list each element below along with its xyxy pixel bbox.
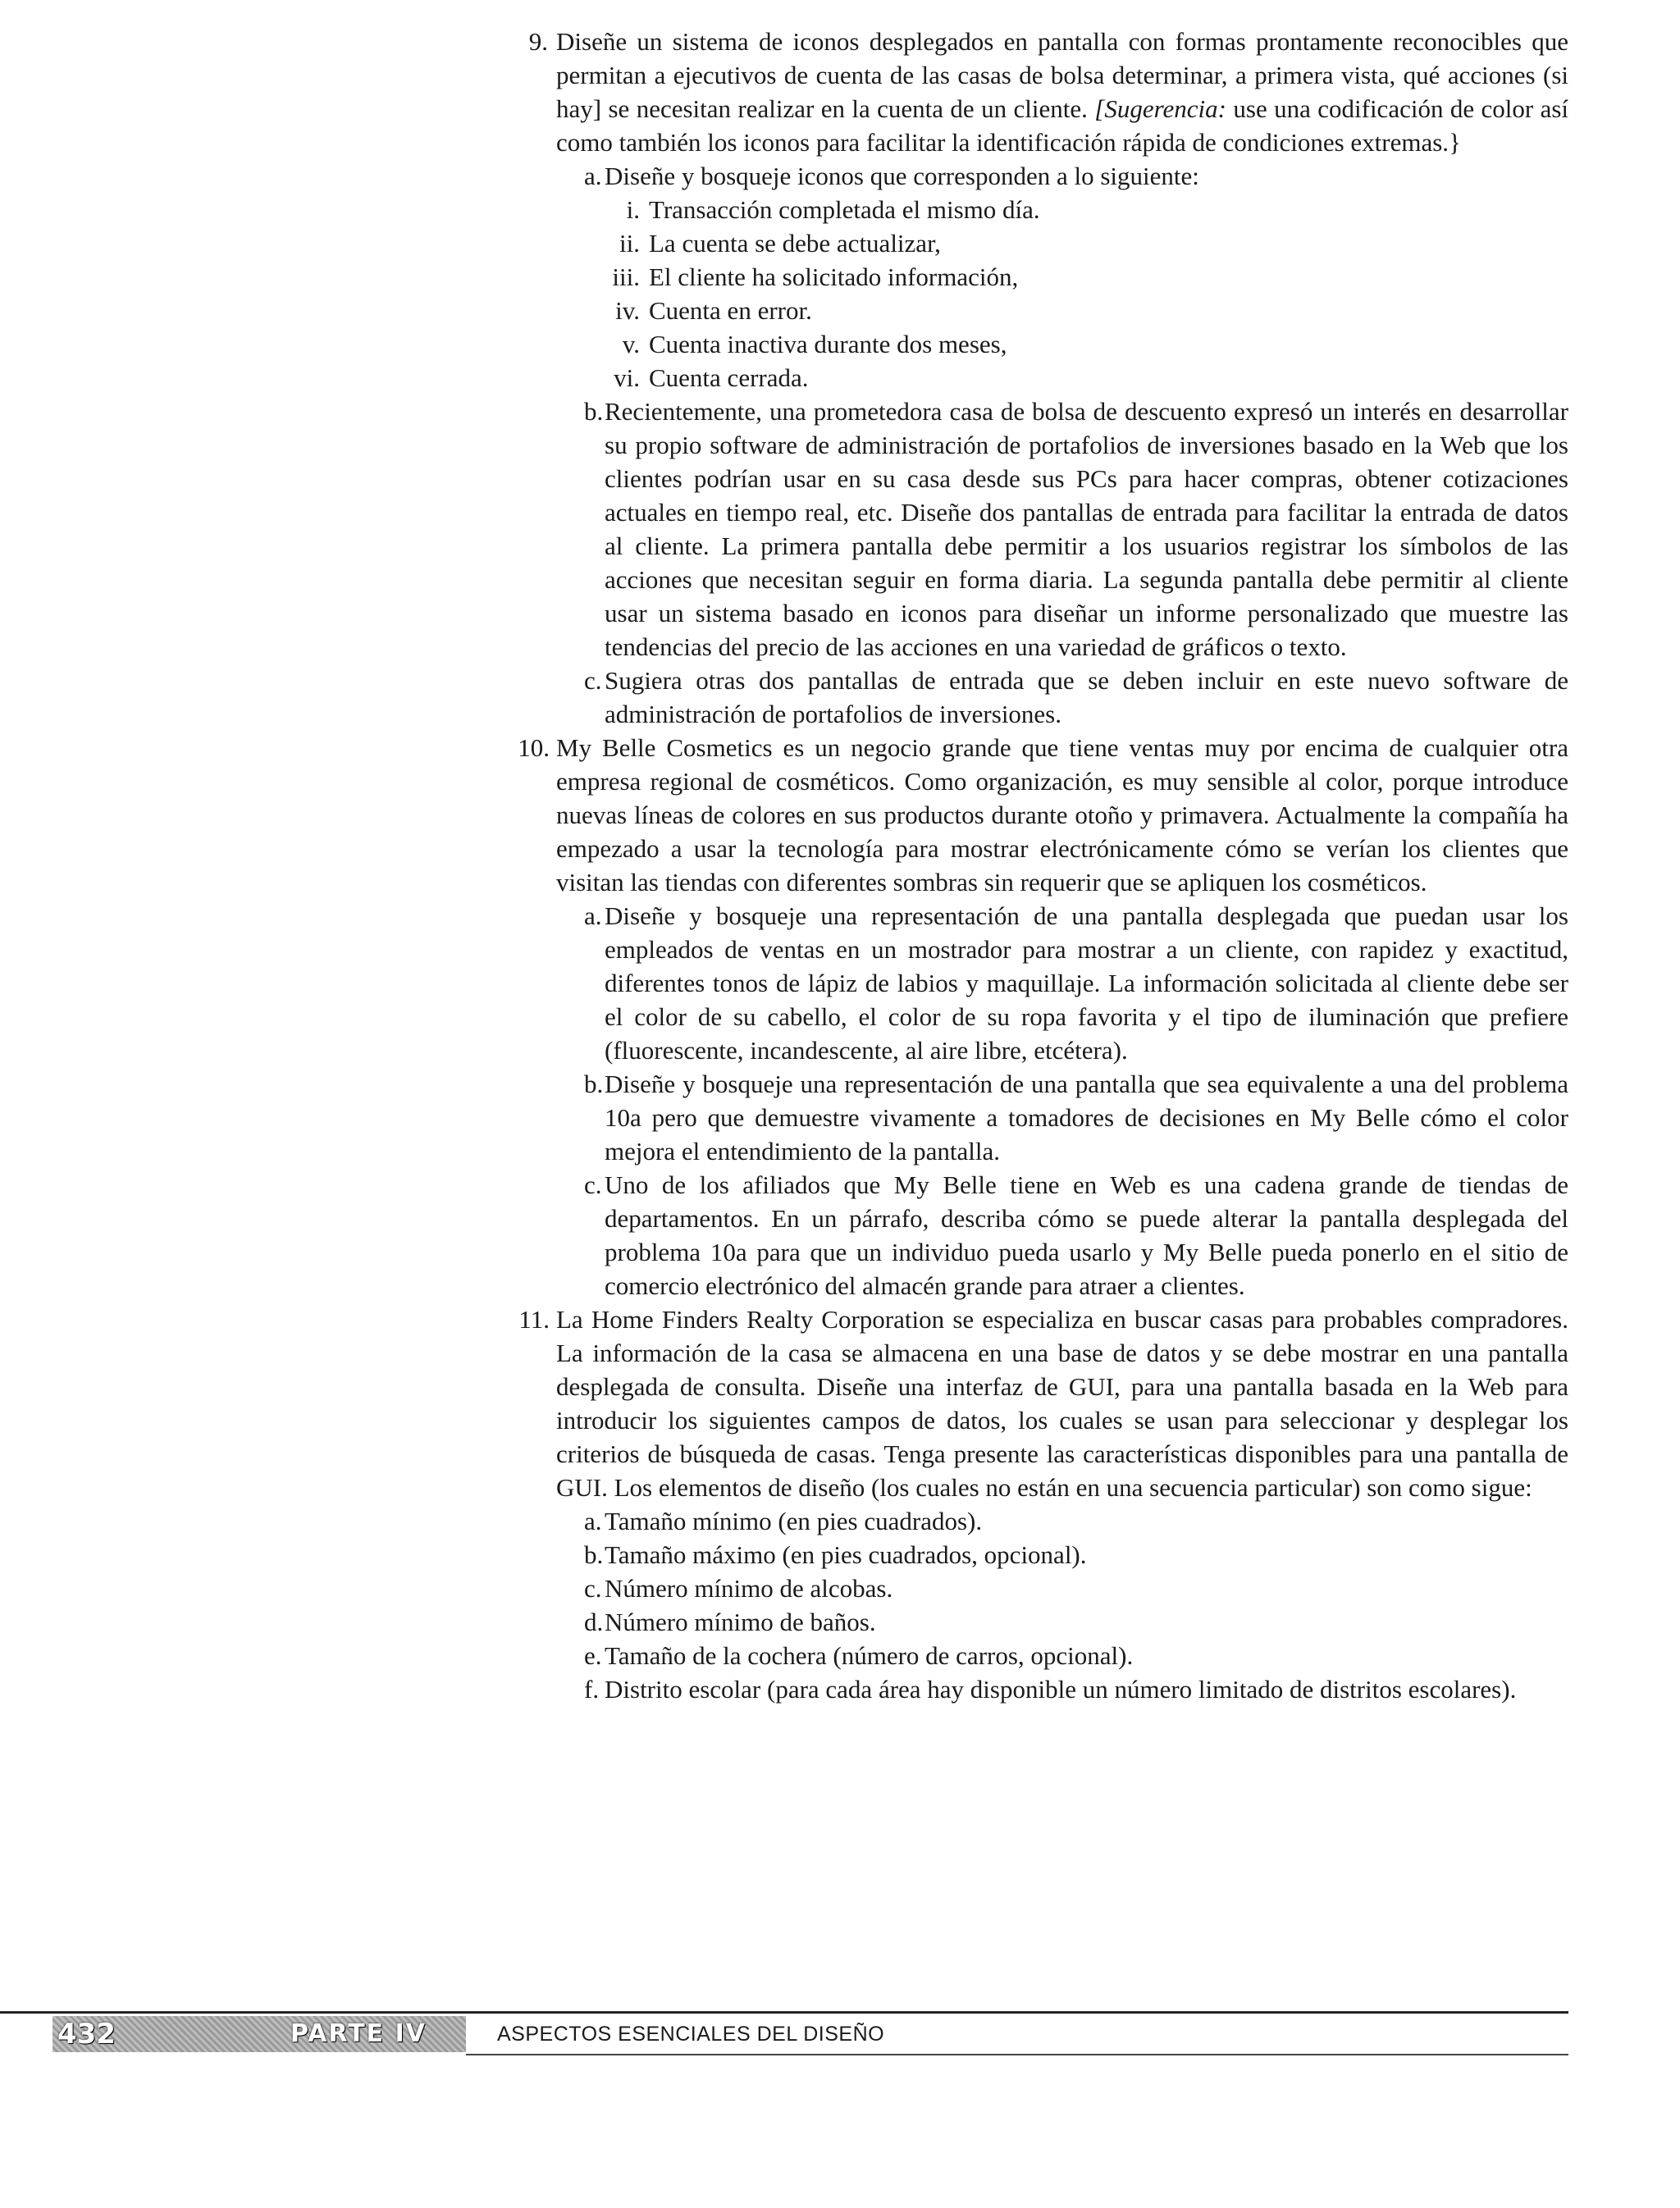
subitem-text: Tamaño mínimo (en pies cuadrados). [605, 1507, 983, 1535]
hint-label: [Sugerencia: [1094, 94, 1226, 123]
subitem-label: e. [584, 1641, 602, 1670]
roman-item [556, 260, 1568, 294]
roman-item [556, 193, 1568, 226]
subitem-11f [556, 1672, 1568, 1706]
roman-item [556, 294, 1568, 327]
subitem-text: Distrito escolar (para cada área hay disponible un número limitado de distritos escolares). [605, 1675, 1517, 1704]
roman-text: Transacción completada el mismo día. [649, 195, 1040, 224]
footer-underline [466, 2054, 1568, 2055]
subitem-text: Tamaño de la cochera (número de carros, opcional). [605, 1641, 1134, 1670]
subitem-label: b. [584, 1070, 604, 1098]
page-body [518, 25, 1568, 1706]
roman-label: iii. [612, 262, 640, 291]
problem-11 [518, 1302, 1568, 1706]
subitem-label: c. [584, 1170, 602, 1199]
problem-9 [518, 25, 1568, 731]
roman-item [556, 226, 1568, 260]
roman-label: ii. [619, 229, 640, 258]
subitem-11d [556, 1605, 1568, 1639]
subitem-label: d. [584, 1608, 604, 1636]
subitem-text: Número mínimo de baños. [605, 1608, 876, 1636]
subitem-11c [556, 1572, 1568, 1605]
subitem-label: f. [584, 1675, 600, 1704]
problem-text [556, 25, 1568, 159]
subitem-text: Número mínimo de alcobas. [605, 1574, 893, 1603]
roman-text: Cuenta inactiva durante dos meses, [649, 330, 1007, 358]
subitem-11a [556, 1504, 1568, 1538]
subitem-label: a. [584, 1507, 602, 1535]
subitem-text: Recientemente, una prometedora casa de bolsa de descuento expresó un interés en desarrollar su propio software de administración de portafolios de inversiones basado en la Web que los clientes podrían usar en su casa desde sus PCs para hacer compras, obtener cotizaciones actuales en tiempo real, etc. Diseñe dos pantallas de entrada para facilitar la entrada de datos al cliente. La primera pantalla debe permitir a los usuarios registrar los símbolos de las acciones que necesitan seguir en forma diaria. La segunda pantalla debe permitir al cliente usar un sistema basado en iconos para diseñar un informe personalizado que muestre las tendencias del precio de las acciones en una variedad de gráficos o texto. [605, 397, 1568, 661]
roman-text: Cuenta en error. [649, 296, 812, 325]
roman-label: iv. [615, 296, 640, 325]
subitem-text: Diseñe y bosqueje iconos que corresponden a lo siguiente: [605, 162, 1199, 190]
roman-label: vi. [614, 363, 640, 392]
roman-text: Cuenta cerrada. [649, 363, 809, 392]
subitem-label: c. [584, 666, 602, 695]
problem-intro: My Belle Cosmetics es un negocio grande que tiene ventas muy por encima de cualquier otra empresa regional de cosméticos. Como organización, es muy sensible al color, porque introduce nuevas líneas de colores en sus productos durante otoño y primavera. Actualmente la compañía ha empezado a usar la tecnología para mostrar electrónicamente cómo se verían los clientes que visitan las tiendas con diferentes sombras sin requerir que se apliquen los cosméticos. [556, 733, 1568, 896]
subitem-label: c. [584, 1574, 602, 1603]
page-footer [0, 2011, 1680, 2060]
roman-label: i. [626, 195, 640, 224]
subitem-10a [556, 899, 1568, 1067]
subitem-9b [556, 395, 1568, 664]
part-label: PARTE IV [290, 2019, 427, 2048]
subitem-label: a. [584, 901, 602, 930]
subitem-label: b. [584, 1540, 604, 1569]
subitem-text: Tamaño máximo (en pies cuadrados, opcional). [605, 1540, 1087, 1569]
problem-number: 11. [518, 1305, 550, 1334]
subitem-9a [556, 159, 1568, 193]
problem-10 [518, 731, 1568, 1302]
roman-label: v. [622, 330, 640, 358]
subitem-text: Diseñe y bosqueje una representación de una pantalla desplegada que puedan usar los empleados de ventas en un mostrador para mostrar a un cliente, con rapidez y exactitud, diferentes tonos de lápiz de labios y maquillaje. La información solicitada al cliente debe ser el color de su cabello, el color de su ropa favorita y el tipo de iluminación que prefiere (fluorescente, incandescente, al aire libre, etcétera). [605, 901, 1568, 1065]
subitem-text: Sugiera otras dos pantallas de entrada que se deben incluir en este nuevo software de administración de portafolios de inversiones. [605, 666, 1568, 728]
subitem-label: a. [584, 162, 602, 190]
problem-number: 9. [528, 27, 548, 56]
section-title: ASPECTOS ESENCIALES DEL DISEÑO [497, 2023, 885, 2046]
subitem-11e [556, 1639, 1568, 1672]
subitem-10b [556, 1067, 1568, 1168]
page-number: 432 [57, 2018, 116, 2051]
subitem-label: b. [584, 397, 604, 426]
roman-item [556, 361, 1568, 395]
problem-number: 10. [518, 733, 550, 762]
roman-text: El cliente ha solicitado información, [649, 262, 1019, 291]
hint-text: use una codificación de color así como también los iconos para facilitar la identificación rápida de condiciones extremas.} [556, 94, 1569, 157]
roman-item [556, 327, 1568, 361]
roman-text: La cuenta se debe actualizar, [649, 229, 941, 258]
subitem-11b [556, 1538, 1568, 1572]
subitem-10c [556, 1168, 1568, 1302]
footer-rule [0, 2011, 1568, 2014]
subitem-9c [556, 664, 1568, 731]
problem-intro: Diseñe un sistema de iconos desplegados en pantalla con formas prontamente reconocibles que permitan a ejecutivos de cuenta de las casas de bolsa determinar, a primera vista, qué acciones (si hay] se necesitan realizar en la cuenta de un cliente. [556, 27, 1568, 123]
problem-intro: La Home Finders Realty Corporation se especializa en buscar casas para probables compradores. La información de la casa se almacena en una base de datos y se debe mostrar en una pantalla desplegada de consulta. Diseñe una interfaz de GUI, para una pantalla basada en la Web para introducir los siguientes campos de datos, los cuales se usan para seleccionar y desplegar los criterios de búsqueda de casas. Tenga presente las características disponibles para una pantalla de GUI. Los elementos de diseño (los cuales no están en una secuencia particular) son como sigue: [556, 1305, 1568, 1502]
subitem-text: Diseñe y bosqueje una representación de una pantalla que sea equivalente a una del problema 10a pero que demuestre vivamente a tomadores de decisiones en My Belle cómo el color mejora el entendimiento de la pantalla. [605, 1070, 1568, 1166]
subitem-text: Uno de los afiliados que My Belle tiene en Web es una cadena grande de tiendas de departamentos. En un párrafo, describa cómo se puede alterar la pantalla desplegada del problema 10a para que un individuo pueda usarlo y My Belle pueda ponerlo en el sitio de comercio electrónico del almacén grande para atraer a clientes. [605, 1170, 1568, 1300]
